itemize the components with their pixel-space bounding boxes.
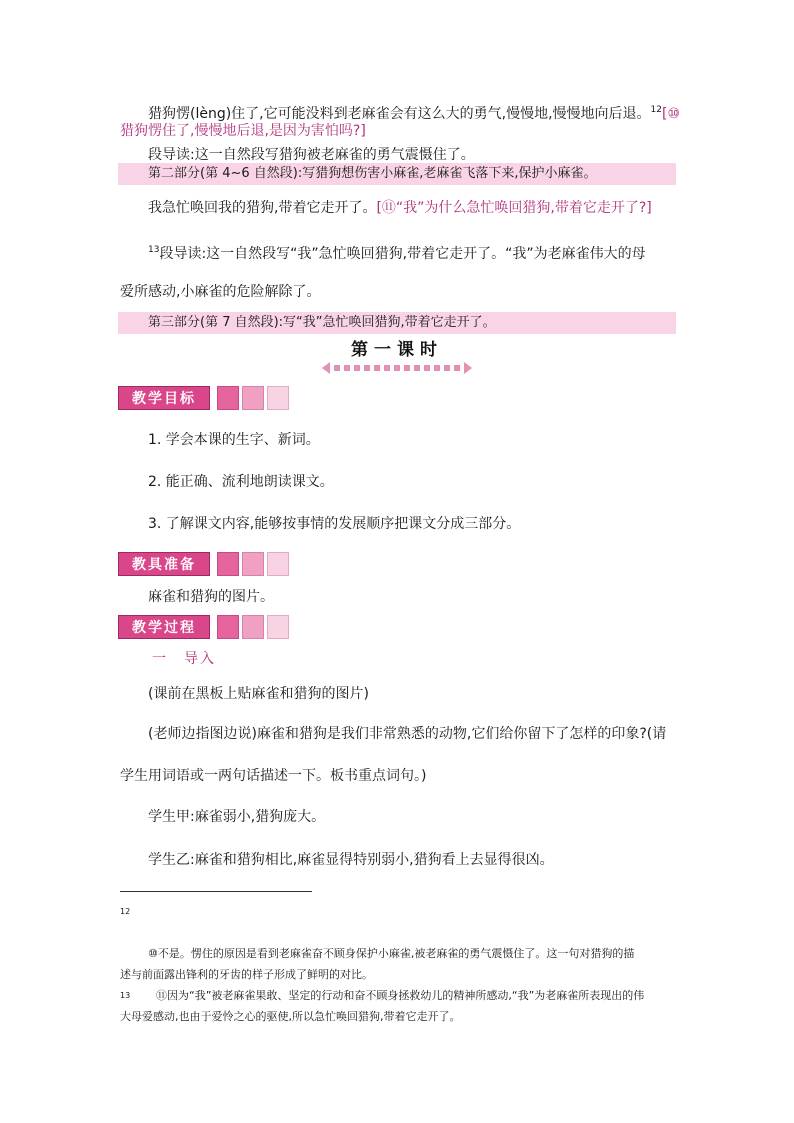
section-process-label: 教学过程 bbox=[118, 615, 210, 639]
paragraph-text: 我急忙唤回我的猎狗,带着它走开了。 bbox=[148, 200, 377, 216]
process-line: (课前在黑板上贴麻雀和猎狗的图片) bbox=[148, 686, 369, 702]
decor-square bbox=[242, 552, 264, 576]
process-line: 学生用词语或一两句话描述一下。板书重点词句。) bbox=[120, 768, 427, 784]
footnote-13-mark: 13 bbox=[120, 991, 131, 1000]
annotation-text: [⑪“我”为什么急忙唤回猎狗,带着它走开了?] bbox=[376, 200, 652, 216]
tools-text: 麻雀和猎狗的图片。 bbox=[148, 589, 274, 605]
footnote-divider bbox=[120, 891, 312, 892]
footnote-ref[interactable]: 13 bbox=[148, 245, 160, 255]
footnote-12-line-1: ⑩不是。愣住的原因是看到老麻雀奋不顾身保护小麻雀,被老麻雀的勇气震慑住了。这一句对猎狗的描 bbox=[148, 947, 635, 960]
decor-square bbox=[242, 615, 264, 639]
annotation-text: [⑩ bbox=[662, 106, 681, 122]
section-goals-label: 教学目标 bbox=[118, 386, 210, 410]
paragraph-text: 段导读:这一自然段写“我”急忙唤回猎狗,带着它走开了。“我”为老麻雀伟大的母 bbox=[159, 246, 646, 262]
decor-square bbox=[242, 386, 264, 410]
section-tools-label: 教具准备 bbox=[118, 552, 210, 576]
footnote-13-line-1: ⑪因为“我”被老麻雀果敢、坚定的行动和奋不顾身拯救幼儿的精神所感动,“我”为老麻雀所表现出的伟 bbox=[156, 989, 645, 1002]
decor-square bbox=[217, 552, 239, 576]
part-band-2-text: 第二部分(第 4~6 自然段):写猎狗想伤害小麻雀,老麻雀飞落下来,保护小麻雀。 bbox=[148, 166, 597, 181]
paragraph-1-line-2: 猎狗愣住了,慢慢地后退,是因为害怕吗?] bbox=[120, 123, 366, 139]
step-title: 一 导入 bbox=[152, 651, 216, 667]
footnote-13-line-2: 大母爱感动,也由于爱怜之心的驱使,所以急忙唤回猎狗,带着它走开了。 bbox=[120, 1010, 461, 1023]
process-line: 学生甲:麻雀弱小,猎狗庞大。 bbox=[148, 809, 326, 825]
goal-item: 1. 学会本课的生字、新词。 bbox=[148, 432, 320, 448]
decor-square bbox=[217, 386, 239, 410]
process-line: 学生乙:麻雀和猎狗相比,麻雀显得特别弱小,猎狗看上去显得很凶。 bbox=[148, 852, 554, 868]
decor-square bbox=[217, 615, 239, 639]
goal-item: 2. 能正确、流利地朗读课文。 bbox=[148, 474, 334, 490]
goal-item: 3. 了解课文内容,能够按事情的发展顺序把课文分成三部分。 bbox=[148, 516, 521, 532]
decor-square bbox=[267, 615, 289, 639]
paragraph-guide-2-line-2: 爱所感动,小麻雀的危险解除了。 bbox=[120, 284, 321, 300]
decor-square bbox=[267, 386, 289, 410]
decor-square bbox=[267, 552, 289, 576]
process-line: (老师边指图边说)麻雀和猎狗是我们非常熟悉的动物,它们给你留下了怎样的印象?(请 bbox=[148, 726, 667, 742]
paragraph-guide-1: 段导读:这一自然段写猎狗被老麻雀的勇气震慑住了。 bbox=[148, 147, 475, 163]
footnote-ref[interactable]: 12 bbox=[650, 105, 662, 115]
paragraph-text: 猎狗愣(lèng)住了,它可能没料到老麻雀会有这么大的勇气,慢慢地,慢慢地向后退。 bbox=[148, 106, 651, 122]
footnote-12-line-2: 述与前面露出锋利的牙齿的样子形成了鲜明的对比。 bbox=[120, 968, 373, 981]
paragraph-3 bbox=[148, 198, 652, 218]
part-band-3-text: 第三部分(第 7 自然段):写“我”急忙唤回猎狗,带着它走开了。 bbox=[148, 315, 496, 330]
title-dots-decoration bbox=[322, 362, 472, 374]
paragraph-guide-2-line-1 bbox=[148, 240, 646, 264]
lesson-title: 第一课时 bbox=[351, 340, 443, 360]
footnote-12-mark: 12 bbox=[120, 907, 131, 916]
